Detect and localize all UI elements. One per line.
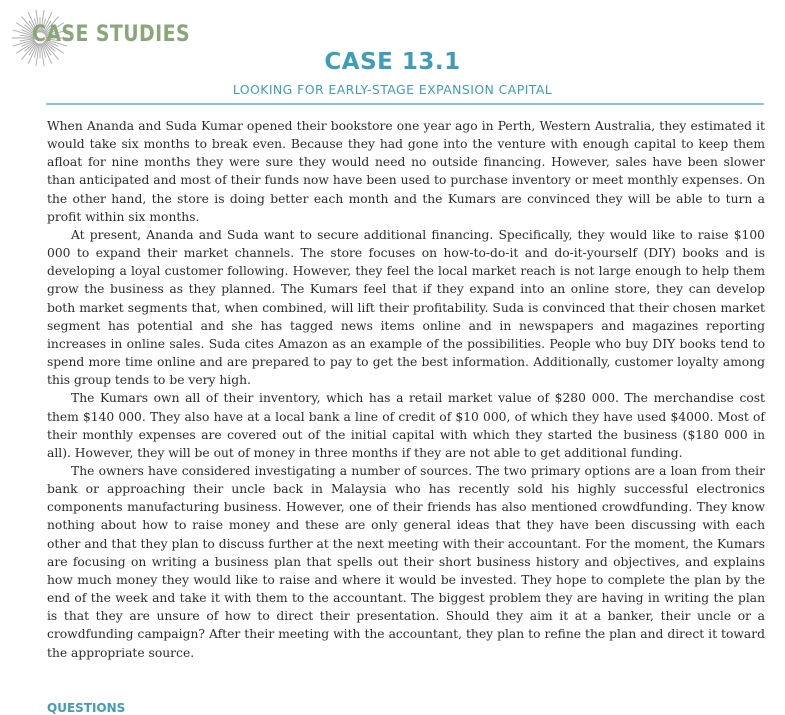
case-body — [47, 117, 765, 662]
questions-heading — [47, 701, 137, 715]
section-label: CASE STUDIES — [32, 22, 191, 47]
header-divider — [46, 103, 764, 105]
paragraph-3: The Kumars own all of their inventory, which has a retail market value of $280 000. The merchandise cost them $140 000. They also have at a local bank a line of credit of $10 000, of which they have used $4000. Most of their monthly expenses are covered out of the initial capital with which they started the business ($180 000 in all). However, they will be out of money in three months if they are not able to get additional funding. — [47, 391, 765, 460]
case-subtitle: LOOKING FOR EARLY-STAGE EXPANSION CAPITAL — [232, 82, 553, 97]
questions-heading-label: QUESTIONS — [47, 701, 126, 715]
paragraph-1: When Ananda and Suda Kumar opened their bookstore one year ago in Perth, Western Australia, they estimated it would take six months to break even. Because they had gone into the venture with enough capital to keep them afloat for nine months they were sure they would need no outside financing. However, sales have been slower than anticipated and most of their funds now have been used to purchase inventory or meet monthly expenses. On the other hand, the store is doing better each month and the Kumars are convinced they will be able to turn a profit within six months. — [47, 119, 765, 224]
case-title: CASE 13.1 — [324, 49, 461, 75]
paragraph-2: At present, Ananda and Suda want to secure additional financing. Specifically, they would like to raise $100 000 to expand their market channels. The store focuses on how-to-do-it and do-it-yourself (DIY) books and is developing a loyal customer following. However, they feel the local market reach is not large enough to help them grow the business as they planned. The Kumars feel that if they expand into an online store, they can develop both market segments that, when combined, will lift their profitability. Suda is convinced that their chosen market segment has potential and she has tagged news items online and in newspapers and magazines reporting increases in online sales. Suda cites Amazon as an example of the possibilities. People who buy DIY books tend to spend more time online and are prepared to pay to get the best information. Additionally, customer loyalty among this group tends to be very high. — [47, 227, 765, 388]
case-header — [0, 0, 785, 110]
paragraph-4: The owners have considered investigating a number of sources. The two primary options are a loan from their bank or approaching their uncle back in Malaysia who has recently sold his highly successful electronics components manufacturing business. However, one of their friends has also mentioned crowdfunding. They know nothing about how to raise money and these are only general ideas that they have been discussing with each other and that they plan to discuss further at the next meeting with their accountant. For the moment, the Kumars are focusing on writing a business plan that spells out their short business history and objectives, and explains how much money they would like to raise and where it would be invested. They hope to complete the plan by the end of the week and take it with them to the accountant. The biggest problem they are having in writing the plan is that they are unsure of how to direct their presentation. Should they aim it at a banker, their uncle or a crowdfunding campaign? After their meeting with the accountant, they plan to refine the plan and direct it toward the appropriate source. — [47, 463, 765, 660]
